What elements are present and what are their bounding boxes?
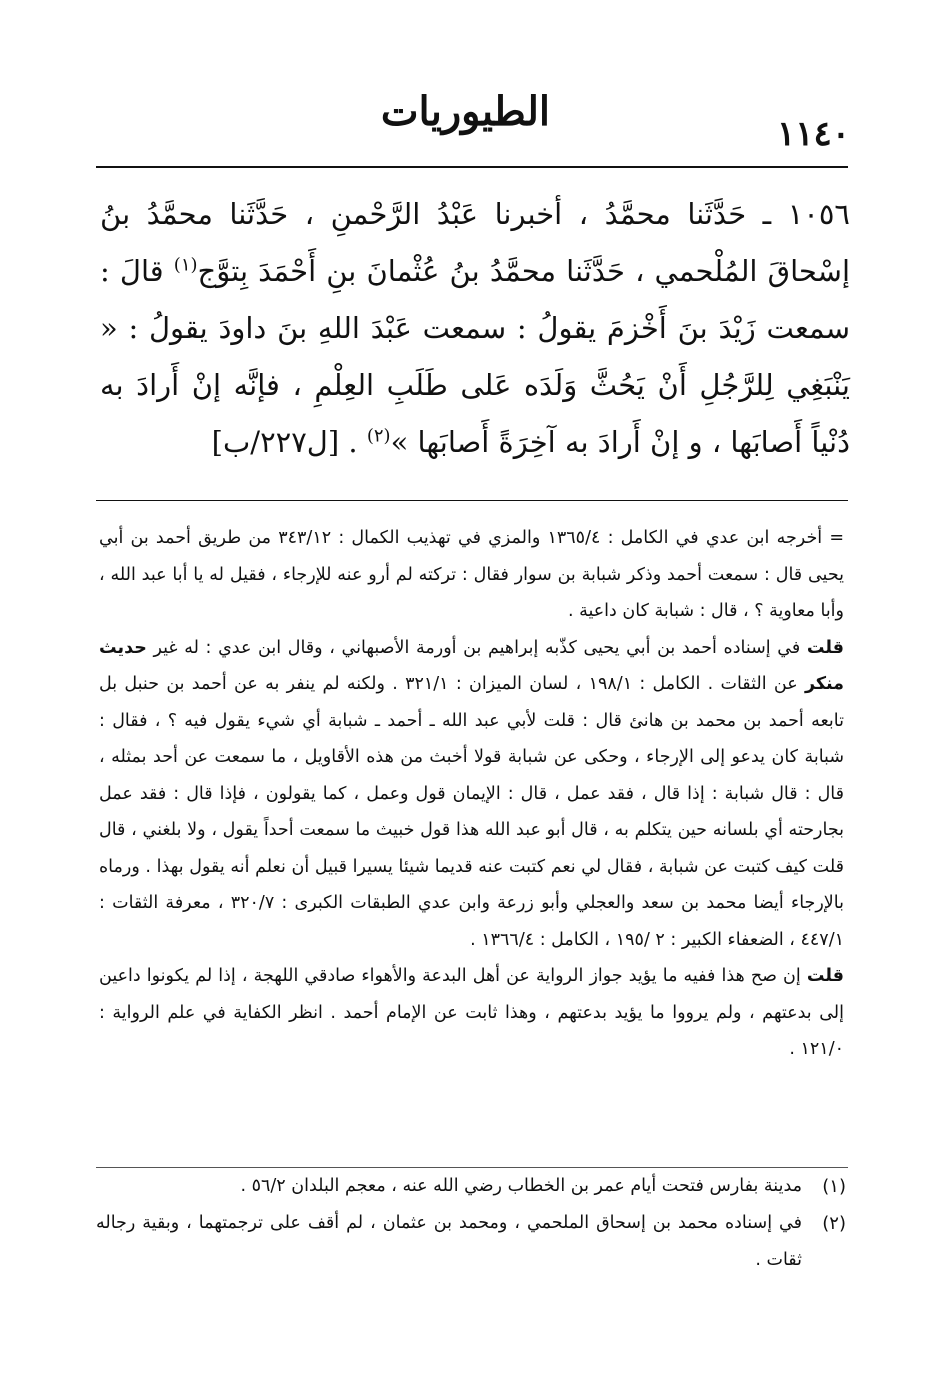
footnotes (96, 1168, 846, 1279)
footnote-text: مدينة بفارس فتحت أيام عمر بن الخطاب رضي الله عنه ، معجم البلدان ٥٦/٢ . (240, 1176, 802, 1196)
footnote-number: (١) (822, 1176, 846, 1197)
page-header (90, 88, 850, 162)
hadith-text (100, 186, 850, 471)
note-text: عن الثقات . الكامل : ١٩٨/١ ، لسان الميزان : ٣٢١/١ . ولكنه لم ينفر به عن أحمد بن حنبل بل تابعه أحمد بن محمد بن هانئ قال : قلت لأبي عبد الله ـ أحمد ـ شبابة أي شيء يقول فيه ؟ ، فقال : شبابة كان يدعو إلى الإرجاء ، وحكى عن شبابة قولا أخبث من هذه الأقاويل ، ما سمعت عن أحد بمثله ، قال : قال شبابة : إذا قال ، فقد عمل ، قال : الإيمان قول وعمل ، كما يقولون ، فإذا قال : فقد عمل بجارحته أي بلسانه حين يتكلم به ، قال أبو عبد الله هذا قول خبيث ما سمعت أحداً يقول ، ولا بلغني ، قال قلت كيف كتبت عن شبابة ، فقال لي نعم كتبت عنه قديما شيئا يسيرا قبيل أن نعلم أنه يقول بهذا . ورماه بالإرجاء أيضا محمد بن سعد والعجلي وأبو زرعة وابن عدي الطبقات الكبرى : ٣٢٠/٧ ، معرفة الثقات : ٤٤٧/١ ، الضعفاء الكبير : ٢ /١٩٥ ، الكامل : ١٣٦٦/٤ . (99, 674, 844, 950)
footnote-marker-2: (٢) (366, 425, 391, 447)
note-text: إن صح هذا ففيه ما يؤيد جواز الرواية عن أهل البدعة والأهواء صادقي اللهجة ، إذا لم يكونوا داعين إلى بدعتهم ، ولم يرووا ما يؤيد بدعتهم ، وهذا ثابت عن الإمام أحمد . انظر الكفاية في علم الرواية : ١٢١/٠ . (99, 966, 844, 1059)
note-paragraph-3 (99, 958, 844, 1068)
note-paragraph-2 (99, 630, 844, 959)
hadith-text-part-2: قالَ : سمعت زَيْدَ بنَ أَخْزمَ يقولُ : سمعت عَبْدَ اللهِ بنَ داودَ يقولُ : « يَنْبَغِي لِلرَّجُلِ أَنْ يَحُثَّ وَلَدَه عَلى طَلَبِ العِلْمِ ، فإنَّه إنْ أَرادَ به دُنْياً أَصابَها ، و إنْ أَرادَ به آخِرَةً أَصابَها » (100, 254, 850, 459)
hadith-text-part-1: ١٠٥٦ ـ حَدَّثَنا محمَّدُ ، أخبرنا عَبْدُ الرَّحْمنِ ، حَدَّثَنا محمَّدُ بنُ إسْحاقَ المُلْحمي ، حَدَّثَنا محمَّدُ بنُ عُثْمانَ بنِ أَحْمَدَ بِتوَّج (100, 197, 850, 288)
page-number: ١١٤٠ (776, 114, 850, 154)
note-paragraph-1: = أخرجه ابن عدي في الكامل : ١٣٦٥/٤ والمزي في تهذيب الكمال : ٣٤٣/١٢ من طريق أحمد بن أبي يحيى قال : سمعت أحمد وذكر شبابة بن سوار فقال : تركته لم أرو عنه للإرجاء ، فقيل له يا أبا عبد الله ، وأبا معاوية ؟ ، قال : شبابة كان داعية . (99, 528, 844, 621)
note-text: في إسناده أحمد بن أبي يحيى كذّبه إبراهيم بن أورمة الأصبهاني ، وقال ابن عدي : له غير (146, 637, 807, 658)
footnote-marker-1: (١) (173, 254, 198, 276)
book-title: الطيوريات (380, 88, 550, 135)
footnote-number: (٢) (822, 1213, 846, 1234)
header-divider (96, 166, 848, 168)
hadith-paragraph (100, 186, 850, 471)
manuscript-reference: . [ل٢٢٧/ب] (211, 425, 358, 459)
note-lead-word: قلت (806, 637, 844, 658)
note-bold-phrase: حديث منكر (99, 637, 844, 694)
note-lead-word: قلت (806, 966, 844, 986)
footnote-text: في إسناده محمد بن إسحاق الملحمي ، ومحمد بن عثمان ، لم أقف على ترجمتهما ، وبقية رجاله ثقات . (96, 1213, 802, 1270)
commentary-notes (99, 520, 844, 1068)
footnote-item (96, 1205, 846, 1279)
footnote-item (96, 1168, 846, 1205)
main-text-divider (96, 500, 848, 501)
